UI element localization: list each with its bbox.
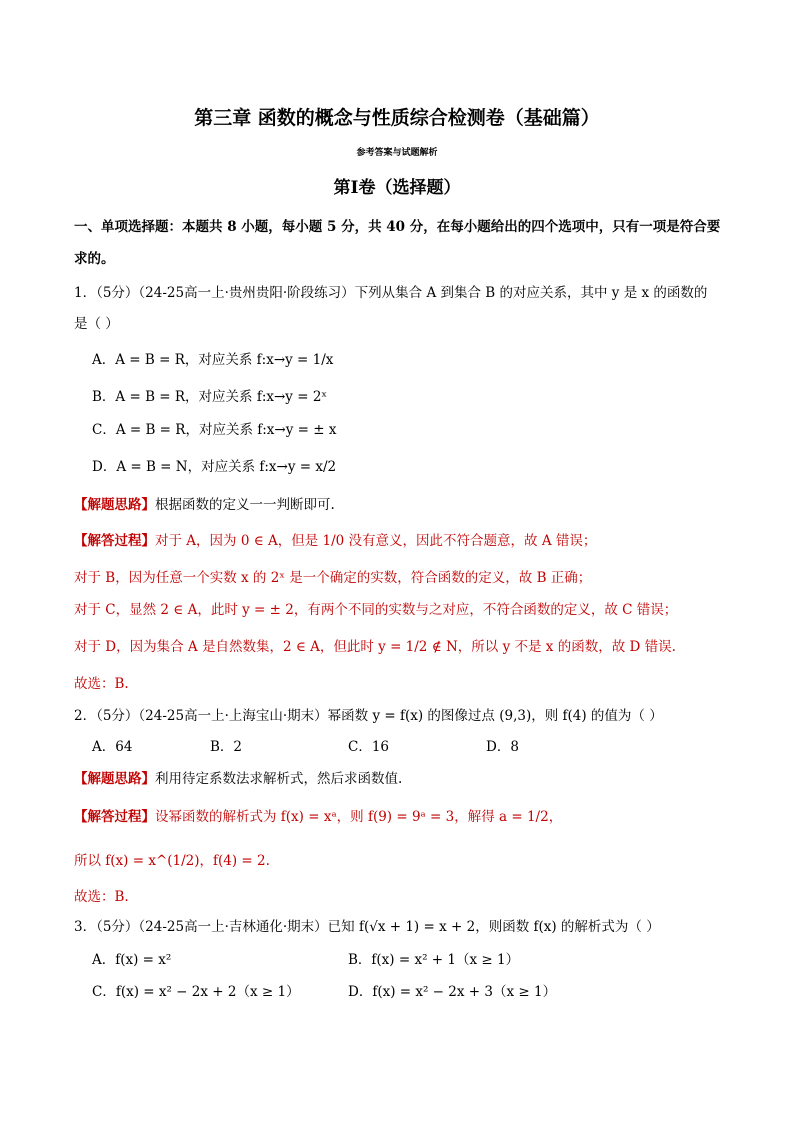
q3-option-d: D．f(x) = x² − 2x + 3（x ≥ 1） — [348, 984, 557, 1000]
q1-process-first — [74, 532, 596, 550]
page-subtitle: 参考答案与试题解析 — [356, 148, 438, 158]
q1-process-line1: 对于 A，因为 0 ∈ A，但是 1/0 没有意义，因此不符合题意，故 A 错误； — [155, 533, 597, 549]
q2-thinking — [74, 770, 402, 788]
part-title: 第Ⅰ卷（选择题） — [333, 178, 461, 198]
section-instructions-line2: 求的。 — [74, 251, 115, 267]
q2-thinking-text: 利用待定系数法求解析式，然后求函数值. — [155, 771, 403, 787]
q1-process-line4: 对于 D，因为集合 A 是自然数集，2 ∈ A，但此时 y = 1/2 ∉ N，所以 y 不是 x 的函数，故 D 错误. — [74, 639, 676, 655]
q1-answer: 故选：B. — [74, 676, 129, 692]
q1-stem-line1: 1．（5分）（24-25高一上·贵州贵阳·阶段练习）下列从集合 A 到集合 B 的对应关系，其中 y 是 x 的函数的 — [74, 285, 708, 301]
q2-option-c: C．16 — [348, 739, 390, 755]
q1-process-line3: 对于 C，显然 2 ∈ A，此时 y = ± 2，有两个不同的实数与之对应，不符合函数的定义，故 C 错误； — [74, 602, 678, 618]
q1-option-c: C．A = B = R，对应关系 f:x→y = ± x — [92, 422, 337, 438]
q3-stem: 3．（5分）（24-25高一上·吉林通化·期末）已知 f(√x + 1) = x + 2，则函数 f(x) 的解析式为（ ） — [74, 919, 660, 935]
q2-option-d: D．8 — [486, 739, 519, 755]
q1-option-d: D．A = B = N，对应关系 f:x→y = x/2 — [92, 459, 337, 475]
q3-option-b: B．f(x) = x² + 1（x ≥ 1） — [348, 952, 520, 968]
q2-option-b: B．2 — [210, 739, 243, 755]
q1-option-b: B．A = B = R，对应关系 f:x→y = 2ˣ — [92, 389, 328, 405]
q1-stem-line2: 是（ ） — [74, 316, 119, 332]
q2-process-first — [74, 808, 562, 826]
section-instructions-line1: 一、单项选择题：本题共 8 小题，每小题 5 分，共 40 分，在每小题给出的四个选项中，只有一项是符合要 — [74, 219, 721, 235]
q1-thinking — [74, 496, 335, 514]
q1-option-a: A．A = B = R，对应关系 f:x→y = 1/x — [92, 352, 334, 368]
q2-option-a: A．64 — [92, 739, 133, 755]
q2-answer: 故选：B. — [74, 889, 129, 905]
q2-process-line2: 所以 f(x) = x^(1/2)，f(4) = 2. — [74, 853, 270, 869]
page-title: 第三章 函数的概念与性质综合检测卷（基础篇） — [194, 107, 600, 129]
q2-process-label: 【解答过程】 — [74, 809, 155, 825]
q1-thinking-label: 【解题思路】 — [74, 497, 155, 513]
q3-option-a: A．f(x) = x² — [92, 952, 172, 968]
q2-process-line1: 设幂函数的解析式为 f(x) = xᵃ，则 f(9) = 9ᵃ = 3，解得 a = 1/2， — [155, 809, 563, 825]
q2-stem: 2．（5分）（24-25高一上·上海宝山·期末）幂函数 y = f(x) 的图像过点 (9,3)，则 f(4) 的值为（ ） — [74, 708, 663, 724]
q1-process-label: 【解答过程】 — [74, 533, 155, 549]
q3-option-c: C．f(x) = x² − 2x + 2（x ≥ 1） — [92, 984, 300, 1000]
q1-process-line2: 对于 B，因为任意一个实数 x 的 2ˣ 是一个确定的实数，符合函数的定义，故 B 正确； — [74, 570, 592, 586]
q1-thinking-text: 根据函数的定义一一判断即可. — [155, 497, 335, 513]
q2-thinking-label: 【解题思路】 — [74, 771, 155, 787]
